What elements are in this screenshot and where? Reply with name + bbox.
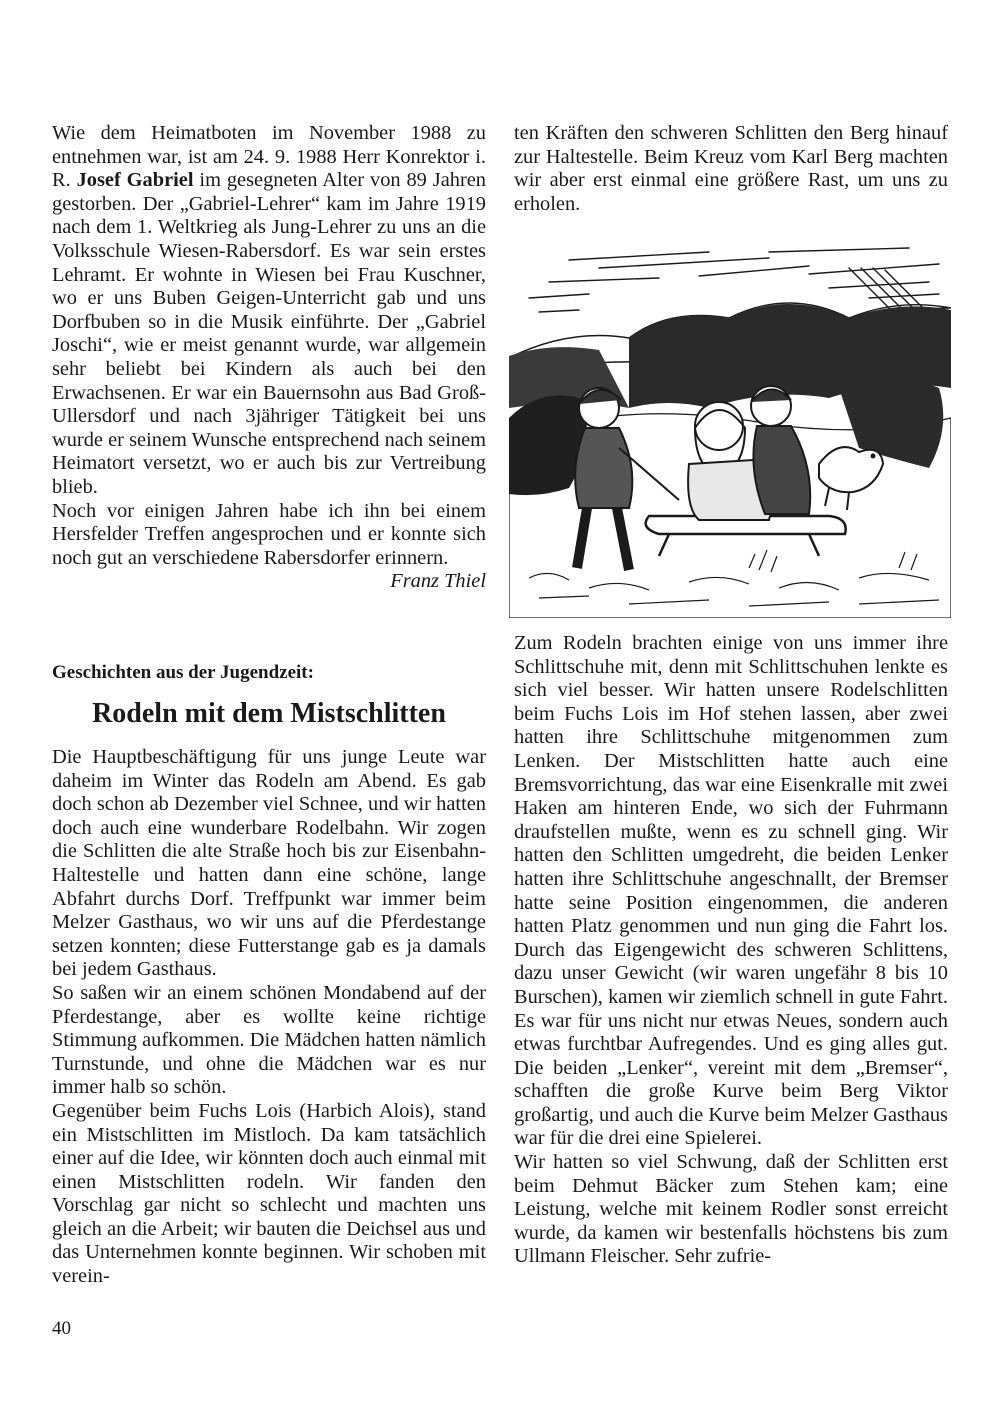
- story-column-right-bottom: [514, 632, 948, 1269]
- person-name: Josef Gabriel: [76, 169, 194, 192]
- story-paragraph-2: So saßen wir an einem schönen Mondabend auf der Pferdestange, aber es wollte keine richtige Stimmung aufkommen. Die Mädchen hatten nämlich Turnstunde, und ohne die Mädchen war es nur immer halb so schön.: [52, 981, 486, 1099]
- story-column-left: [52, 746, 486, 1289]
- sledding-illustration: [509, 238, 951, 618]
- story-paragraph-4: ten Kräften den schweren Schlitten den Berg hinauf zur Haltestelle. Beim Kreuz vom Karl Berg machten wir aber erst einmal eine größere Rast, um uns zu erholen.: [514, 122, 948, 215]
- story-paragraph-1: Die Hauptbeschäftigung für uns junge Leute war daheim im Winter das Rodeln am Abend. Es gab doch schon ab Dezember viel Schnee, und wir hatten doch auch eine wunderbare Rodelbahn. Wir zogen die Schlitten die alte Straße hoch bis zur Eisenbahn-Haltestelle und hatten dann eine schöne, lange Abfahrt durchs Dorf. Treffpunkt war immer beim Melzer Gasthaus, wo wir uns auf die Pferdestange setzen konnten; diese Futterstange gab es ja damals bei jedem Gasthaus.: [52, 746, 486, 981]
- obituary-article: [52, 122, 486, 594]
- section-label: Geschichten aus der Jugendzeit:: [52, 662, 314, 683]
- story-column-right-top: [514, 122, 948, 216]
- obituary-paragraph-1: [52, 122, 486, 500]
- story-paragraph-5: Zum Rodeln brachten einige von uns immer ihre Schlittschuhe mit, denn mit Schlittschuhen lenkte es sich viel besser. Wir hatten unsere Rodelschlitten beim Fuchs Lois im Hof stehen lassen, aber zwei hatten ihre Schlittschuhe mitgenommen zum Lenken. Der Mistschlitten hatte auch eine Bremsvorrichtung, das war eine Eisenkralle mit zwei Haken am hinteren Ende, wo sich der Fuhrmann draufstellen mußte, wenn es zu schnell ging. Wir hatten den Schlitten umgedreht, die beiden Lenker hatten ihre Schlittschuhe angeschnallt, der Bremser hatte seine Position eingenommen, die anderen hatten Platz genommen und nun ging die Fahrt los. Durch das Eigengewicht des schweren Schlittens, dazu unser Gewicht (wir waren ungefähr 8 bis 10 Burschen), kamen wir ziemlich schnell in gute Fahrt. Es war für uns nicht nur etwas Neues, sondern auch etwas furchtbar Aufregendes. Und es ging alles gut. Die beiden „Lenker“, vereint mit dem „Bremser“, schafften die große Kurve beim Berg Viktor großartig, und auch die Kurve beim Melzer Gasthaus war für die drei eine Spielerei.: [514, 632, 948, 1150]
- story-paragraph-6: Wir hatten so viel Schwung, daß der Schlitten erst beim Dehmut Bäcker zum Stehen kam; eine Leistung, welche mit keinem Rodler sonst erreicht wurde, da kamen wir bestenfalls höchstens bis zum Ullmann Fleischer. Sehr zufrie-: [514, 1151, 948, 1268]
- obituary-text-c: Noch vor einigen Jahren habe ich ihn bei einem Hersfelder Treffen angesprochen und er konnte sich noch gut an verschiedene Rabersdorfer erinnern.: [52, 499, 486, 569]
- page-number: 40: [52, 1318, 71, 1339]
- article-title: Rodeln mit dem Mistschlitten: [92, 698, 446, 729]
- obituary-text-b: im gesegneten Alter von 89 Jahren gestorben. Der „Gabriel-Lehrer“ kam im Jahre 1919 nach dem 1. Weltkrieg als Jung-Lehrer zu uns an die Volksschule Wiesen-Rabersdorf. Es war sein erstes Lehramt. Er wohnte in Wiesen bei Frau Kuschner, wo er uns Buben Geigen-Unterricht gab und uns Dorfbuben so in die Musik einführte. Der „Gabriel Joschi“, wie er meist genannt wurde, war allgemein sehr beliebt bei Kindern als auch bei den Erwachsenen. Er war ein Bauernsohn aus Bad Groß-Ullersdorf und nach 3jähriger Tätigkeit bei uns wurde er seinem Wunsche entsprechend nach seinem Heimatort versetzt, wo er auch bis zur Vertreibung blieb.: [52, 169, 486, 498]
- obituary-paragraph-2: [52, 499, 486, 593]
- author-signature: Franz Thiel: [390, 570, 486, 593]
- story-paragraph-3: Gegenüber beim Fuchs Lois (Harbich Alois), stand ein Mistschlitten im Mistloch. Da kam tatsächlich einer auf die Idee, wir könnten doch auch einmal mit einen Mistschlitten rodeln. Wir fanden den Vorschlag gar nicht so schlecht und machten uns gleich an die Arbeit; wir bauten die Deichsel aus und das Unternehmen konnte beginnen. Wir schoben mit verein-: [52, 1099, 486, 1288]
- obituary-text-a: Wie dem Heimatboten im November 1988 zu entnehmen war, ist am 24. 9. 1988 Herr Konrektor i. R.: [52, 122, 486, 192]
